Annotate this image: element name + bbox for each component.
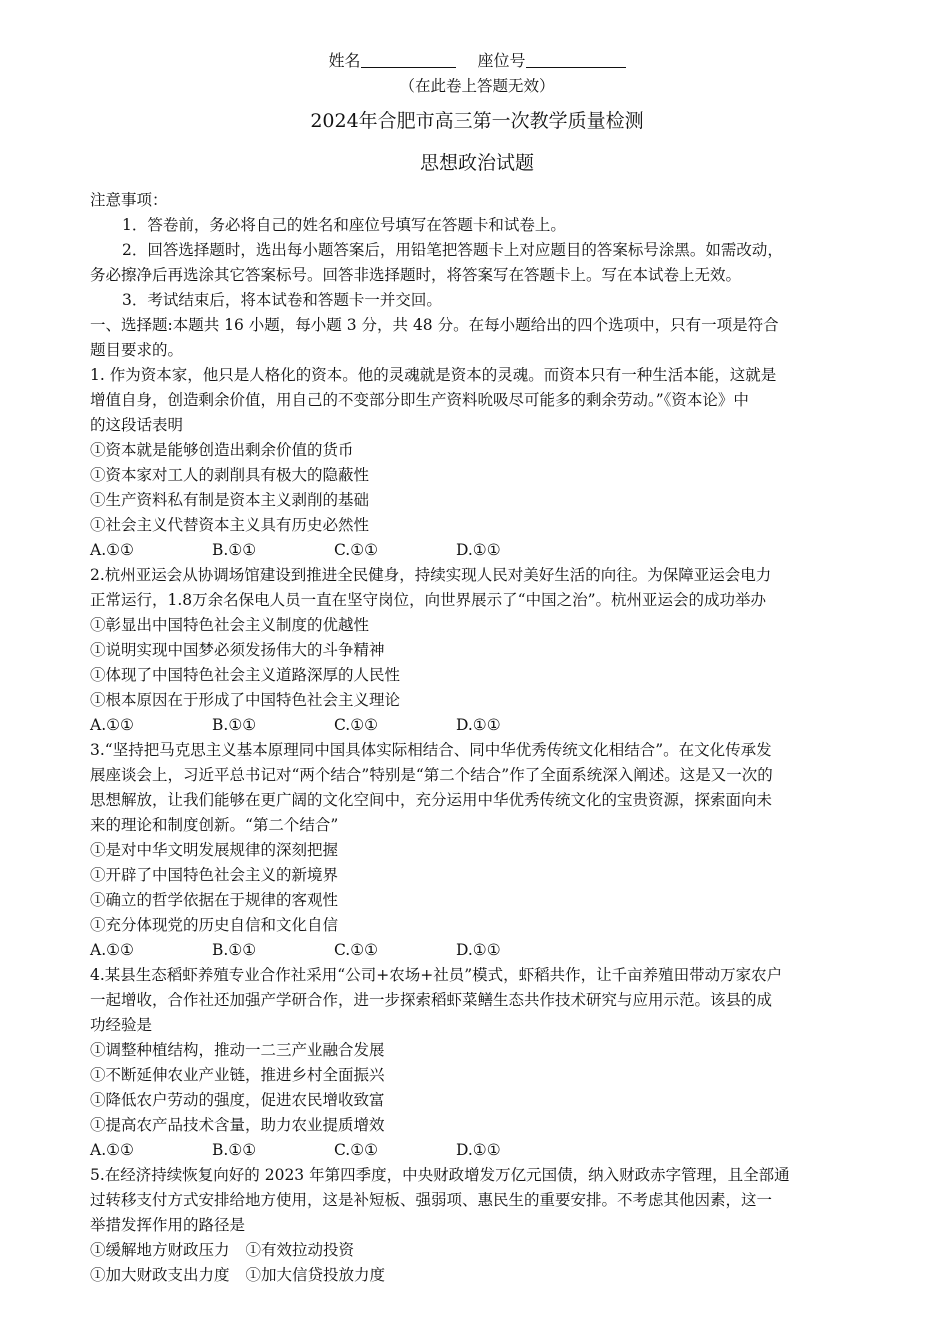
section-heading: 一、选择题:本题共 16 小题，每小题 3 分，共 48 分。在每小题给出的四个选项中，只有一项是符合 [90, 316, 779, 334]
option-d: D.①① [456, 716, 501, 734]
question-item: ①开辟了中国特色社会主义的新境界 [90, 866, 339, 884]
answer-options [90, 713, 864, 738]
question-stem: 来的理论和制度创新。“第二个结合” [90, 816, 339, 834]
question-stem: 的这段话表明 [90, 416, 184, 434]
option-a: A.①① [90, 1141, 134, 1159]
question-stem: 4.某县生态稻虾养殖专业合作社采用“公司+农场+社员”模式，虾稻共作，让千亩养殖田带动万家农户 [90, 966, 783, 984]
question-item-pair [90, 1238, 864, 1263]
option-a: A.①① [90, 541, 134, 559]
question-item: ①资本家对工人的剥削具有极大的隐蔽性 [90, 466, 370, 484]
instruction-item: 3．考试结束后，将本试卷和答题卡一并交回。 [122, 291, 442, 309]
question-item: ①社会主义代替资本主义具有历史必然性 [90, 516, 370, 534]
option-c: C.①① [334, 541, 379, 559]
question-item: ①不断延伸农业产业链，推进乡村全面振兴 [90, 1066, 385, 1084]
question-item-pair [90, 1263, 864, 1288]
question-stem: 1. 作为资本家，他只是人格化的资本。他的灵魂就是资本的灵魂。而资本只有一种生活本能，这就是 [90, 366, 777, 384]
question-stem: 一起增收，合作社还加强产学研合作，进一步探索稻虾菜鳝生态共作技术研究与应用示范。该县的成 [90, 991, 773, 1009]
question-item: ①体现了中国特色社会主义道路深厚的人民性 [90, 666, 401, 684]
question-stem: 正常运行，1.8万余名保电人员一直在坚守岗位，向世界展示了“中国之治”。杭州亚运会的成功举办 [90, 591, 767, 609]
question-stem: 功经验是 [90, 1016, 153, 1034]
question-2 [90, 563, 864, 738]
question-stem: 过转移支付方式安排给地方使用，这是补短板、强弱项、惠民生的重要安排。不考虑其他因素，这一 [90, 1191, 773, 1209]
answer-options [90, 1138, 864, 1163]
instruction-item: 1．答卷前，务必将自己的姓名和座位号填写在答题卡和试卷上。 [122, 216, 566, 234]
instruction-item: 2．回答选择题时，选出每小题答案后，用铅笔把答题卡上对应题目的答案标号涂黑。如需改动， [122, 241, 783, 259]
seat-label: 座位号 [477, 51, 526, 70]
question-item: ①说明实现中国梦必须发扬伟大的斗争精神 [90, 641, 385, 659]
option-c: C.①① [334, 941, 379, 959]
option-a: A.①① [90, 941, 134, 959]
question-item: ①缓解地方财政压力 [90, 1241, 230, 1259]
section-heading: 题目要求的。 [90, 341, 184, 359]
question-item: ①加大信贷投放力度 [245, 1266, 386, 1284]
question-5 [90, 1163, 864, 1288]
name-label: 姓名 [328, 51, 361, 70]
option-d: D.①① [456, 1141, 501, 1159]
question-item: ①充分体现党的历史自信和文化自信 [90, 916, 339, 934]
option-b: B.①① [212, 1141, 257, 1159]
answer-options [90, 538, 864, 563]
question-stem: 2.杭州亚运会从协调场馆建设到推进全民健身，持续实现人民对美好生活的向往。为保障亚运会电力 [90, 566, 772, 584]
question-4 [90, 963, 864, 1163]
name-blank [361, 51, 456, 68]
question-1 [90, 363, 864, 563]
invalid-note: （在此卷上答题无效） [399, 77, 555, 95]
name-seat-line [90, 48, 864, 74]
question-stem: 3.“坚持把马克思主义基本原理同中国具体实际相结合、同中华优秀传统文化相结合”。在文化传承发 [90, 741, 772, 759]
option-d: D.①① [456, 541, 501, 559]
question-3 [90, 738, 864, 963]
option-c: C.①① [334, 1141, 379, 1159]
instructions-heading: 注意事项： [90, 191, 168, 209]
question-item: ①加大财政支出力度 [90, 1266, 230, 1284]
option-b: B.①① [212, 941, 257, 959]
question-item: ①降低农户劳动的强度，促进农民增收致富 [90, 1091, 385, 1109]
seat-blank [526, 51, 626, 68]
option-c: C.①① [334, 716, 379, 734]
question-item: ①提高农产品技术含量，助力农业提质增效 [90, 1116, 385, 1134]
question-stem: 增值自身，创造剩余价值，用自己的不变部分即生产资料吮吸尽可能多的剩余劳动。”《资本论》中 [90, 391, 749, 409]
question-item: ①调整种植结构，推动一二三产业融合发展 [90, 1041, 385, 1059]
instruction-item: 务必擦净后再选涂其它答案标号。回答非选择题时，将答案写在答题卡上。写在本试卷上无效。 [90, 266, 742, 284]
question-item: ①确立的哲学依据在于规律的客观性 [90, 891, 339, 909]
option-b: B.①① [212, 716, 257, 734]
option-b: B.①① [212, 541, 257, 559]
option-a: A.①① [90, 716, 134, 734]
question-stem: 思想解放，让我们能够在更广阔的文化空间中，充分运用中华优秀传统文化的宝贵资源，探索面向未 [90, 791, 773, 809]
answer-options [90, 938, 864, 963]
question-item: ①是对中华文明发展规律的深刻把握 [90, 841, 339, 859]
exam-subtitle: 思想政治试题 [419, 152, 534, 174]
question-item: ①有效拉动投资 [245, 1241, 355, 1259]
question-stem: 5.在经济持续恢复向好的 2023 年第四季度，中央财政增发万亿元国债，纳入财政赤字管理，且全部通 [90, 1166, 790, 1184]
option-d: D.①① [456, 941, 501, 959]
question-stem: 展座谈会上，习近平总书记对“两个结合”特别是“第二个结合”作了全面系统深入阐述。这是又一次的 [90, 766, 773, 784]
question-item: ①生产资料私有制是资本主义剥削的基础 [90, 491, 370, 509]
question-item: ①资本就是能够创造出剩余价值的货币 [90, 441, 354, 459]
exam-title: 2024年合肥市高三第一次教学质量检测 [310, 110, 644, 132]
question-item: ①彰显出中国特色社会主义制度的优越性 [90, 616, 370, 634]
question-stem: 举措发挥作用的路径是 [90, 1216, 246, 1234]
question-item: ①根本原因在于形成了中国特色社会主义理论 [90, 691, 401, 709]
